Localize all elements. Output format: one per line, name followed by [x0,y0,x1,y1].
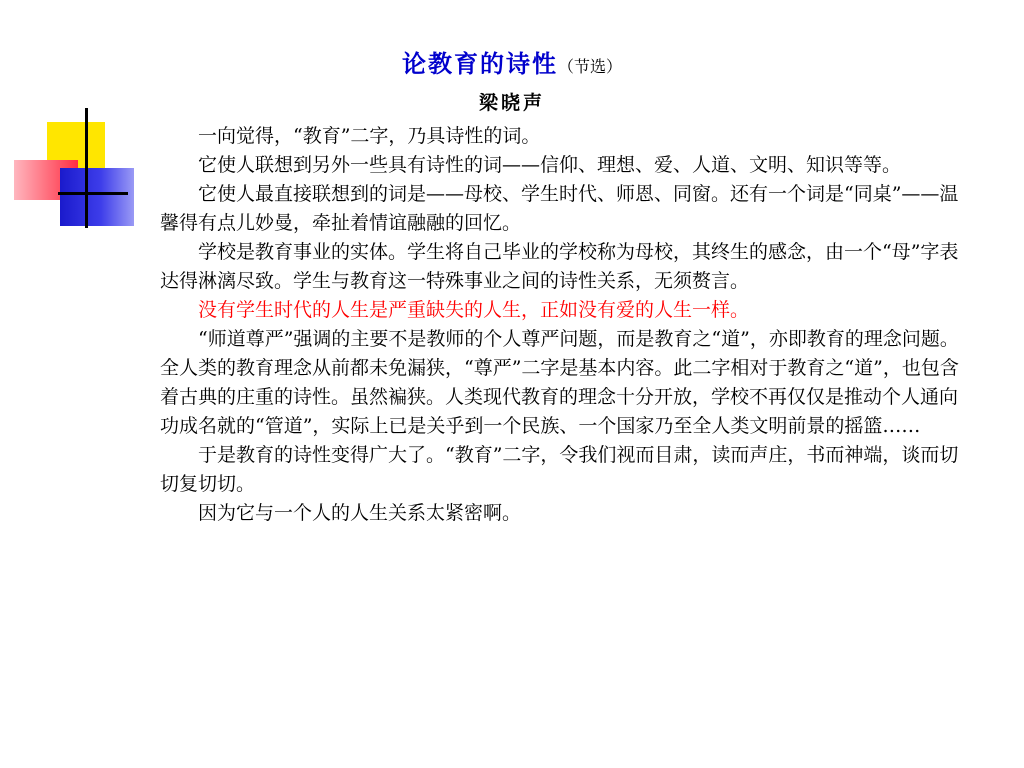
vertical-line [85,108,88,228]
title-main: 论教育的诗性 [401,49,558,78]
paragraph-2: 它使人联想到另外一些具有诗性的词——信仰、理想、爱、人道、文明、知识等等。 [198,154,902,176]
blue-gradient-square [60,168,134,226]
decorative-shapes [0,0,160,240]
paragraph-1: 一向觉得，“教育”二字，乃具诗性的词。 [198,125,541,147]
paragraph-8: 因为它与一个人的人生关系太紧密啊。 [198,502,522,524]
title-subtitle: （节选） [557,57,622,76]
page-title [0,44,1024,79]
author-name: 梁晓声 [478,92,545,114]
paragraph-6: “师道尊严”强调的主要不是教师的个人尊严问题，而是教育之“道”，亦即教育的理念问题。全人类的教育理念从前都未免漏狭，“尊严”二字是基本内容。此二字相对于教育之“道”，也包含着古典的庄重的诗性。虽然褊狭。人类现代教育的理念十分开放，学校不再仅仅是推动个人通向功成名就的“管道”，实际上已是关乎到一个民族、一个国家乃至全人类文明前景的摇篮…… [160,328,959,437]
article-body [160,122,968,528]
paragraph-3: 它使人最直接联想到的词是——母校、学生时代、师恩、同窗。还有一个词是“同桌”——温馨得有点儿妙曼，牵扯着情谊融融的回忆。 [160,183,959,234]
paragraph-4: 学校是教育事业的实体。学生将自己毕业的学校称为母校，其终生的感念，由一个“母”字表达得淋漓尽致。学生与教育这一特殊事业之间的诗性关系，无须赘言。 [160,241,959,292]
highlight-paragraph: 没有学生时代的人生是严重缺失的人生，正如没有爱的人生一样。 [198,299,750,321]
horizontal-line [58,192,128,195]
paragraph-7: 于是教育的诗性变得广大了。“教育”二字，令我们视而目肃，读而声庄，书而神端，谈而切切复切切。 [160,444,959,495]
